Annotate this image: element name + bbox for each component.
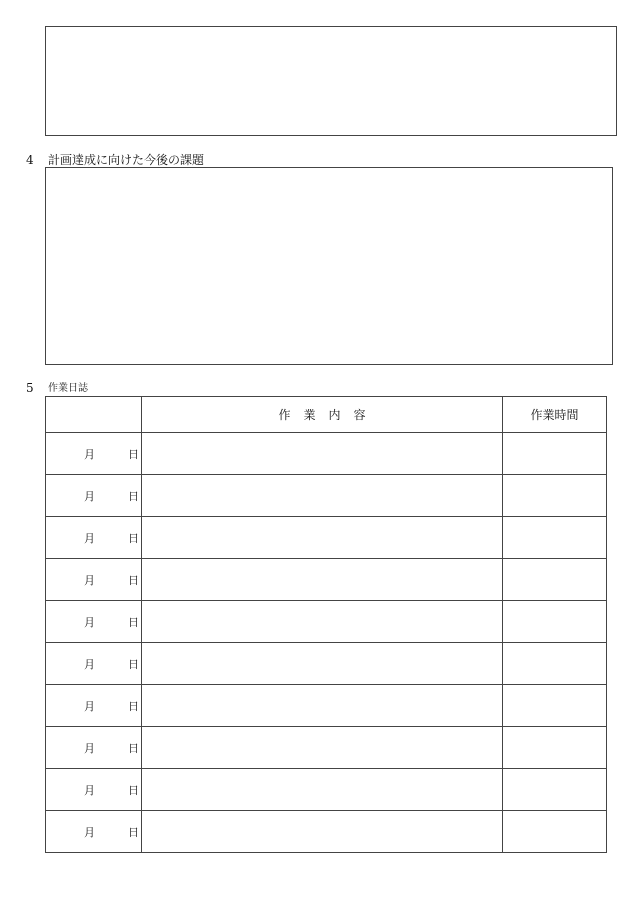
work-time-cell[interactable]	[503, 811, 607, 853]
month-label: 月	[84, 573, 95, 587]
work-content-cell[interactable]	[142, 517, 503, 559]
month-label: 月	[84, 825, 95, 839]
date-cell[interactable]	[46, 559, 142, 601]
work-time-cell[interactable]	[503, 727, 607, 769]
future-issues-input-box[interactable]	[45, 167, 613, 365]
table-row	[46, 601, 607, 643]
work-time-cell[interactable]	[503, 685, 607, 727]
work-content-cell[interactable]	[142, 811, 503, 853]
work-content-cell[interactable]	[142, 433, 503, 475]
work-content-cell[interactable]	[142, 643, 503, 685]
previous-section-input-box[interactable]	[45, 26, 617, 136]
day-label: 日	[128, 741, 139, 755]
date-cell[interactable]	[46, 643, 142, 685]
date-cell[interactable]	[46, 685, 142, 727]
month-label: 月	[84, 615, 95, 629]
work-content-cell[interactable]	[142, 601, 503, 643]
date-column-header	[46, 397, 142, 433]
day-label: 日	[128, 783, 139, 797]
table-row	[46, 517, 607, 559]
time-column-header: 作業時間	[503, 397, 607, 433]
section-title: 作業日誌	[48, 383, 88, 394]
date-cell[interactable]	[46, 517, 142, 559]
day-label: 日	[128, 699, 139, 713]
table-row	[46, 643, 607, 685]
day-label: 日	[128, 447, 139, 461]
work-diary-table	[45, 396, 607, 853]
section-title: 計画達成に向けた今後の課題	[48, 153, 205, 167]
work-content-cell[interactable]	[142, 559, 503, 601]
work-time-cell[interactable]	[503, 769, 607, 811]
work-time-cell[interactable]	[503, 517, 607, 559]
section-number: 4	[26, 153, 34, 167]
day-label: 日	[128, 825, 139, 839]
table-row	[46, 559, 607, 601]
month-label: 月	[84, 531, 95, 545]
work-time-cell[interactable]	[503, 475, 607, 517]
work-time-cell[interactable]	[503, 643, 607, 685]
day-label: 日	[128, 657, 139, 671]
content-column-header: 作業内容	[142, 397, 503, 433]
work-time-cell[interactable]	[503, 559, 607, 601]
work-time-cell[interactable]	[503, 601, 607, 643]
table-row	[46, 769, 607, 811]
month-label: 月	[84, 741, 95, 755]
date-cell[interactable]	[46, 433, 142, 475]
table-row	[46, 811, 607, 853]
date-cell[interactable]	[46, 727, 142, 769]
work-content-cell[interactable]	[142, 769, 503, 811]
table-row	[46, 685, 607, 727]
work-content-cell[interactable]	[142, 685, 503, 727]
month-label: 月	[84, 489, 95, 503]
date-cell[interactable]	[46, 475, 142, 517]
date-cell[interactable]	[46, 769, 142, 811]
table-row	[46, 727, 607, 769]
day-label: 日	[128, 489, 139, 503]
work-content-cell[interactable]	[142, 727, 503, 769]
month-label: 月	[84, 783, 95, 797]
table-row	[46, 433, 607, 475]
table-row	[46, 475, 607, 517]
month-label: 月	[84, 447, 95, 461]
date-cell[interactable]	[46, 601, 142, 643]
month-label: 月	[84, 657, 95, 671]
day-label: 日	[128, 573, 139, 587]
day-label: 日	[128, 615, 139, 629]
date-cell[interactable]	[46, 811, 142, 853]
table-body	[46, 433, 607, 853]
table-header-row	[46, 397, 607, 433]
section-number: 5	[26, 381, 34, 395]
day-label: 日	[128, 531, 139, 545]
work-content-cell[interactable]	[142, 475, 503, 517]
work-time-cell[interactable]	[503, 433, 607, 475]
month-label: 月	[84, 699, 95, 713]
